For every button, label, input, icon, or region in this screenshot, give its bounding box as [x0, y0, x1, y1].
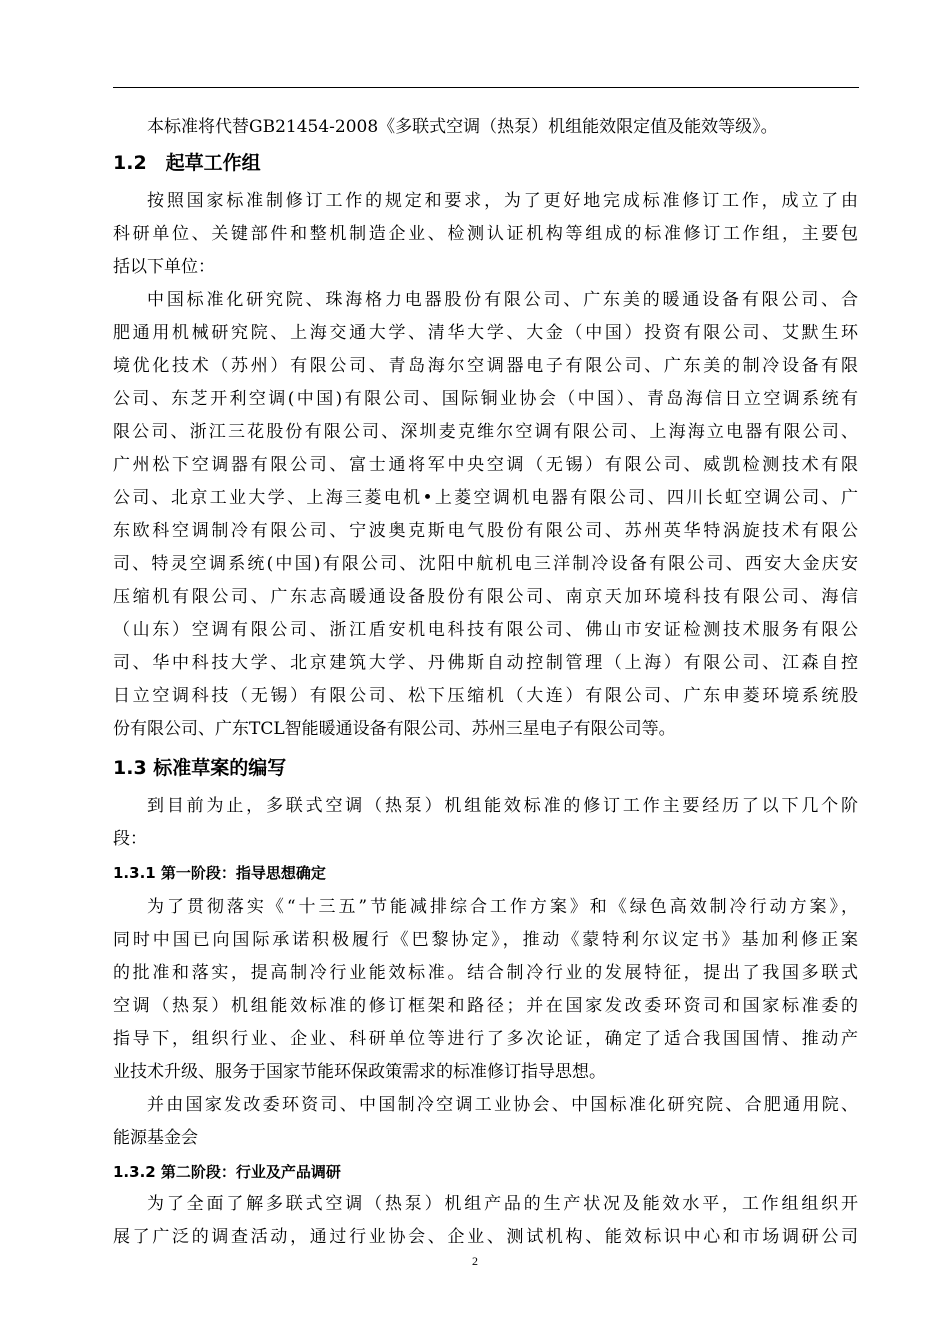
- page-number: 2: [472, 1254, 478, 1268]
- paragraph-line: 中国标准化研究院、珠海格力电器股份有限公司、广东美的暖通设备有限公司、合: [147, 290, 858, 310]
- paragraph-line: 展了广泛的调查活动，通过行业协会、企业、测试机构、能效标识中心和市场调研公司: [113, 1227, 858, 1247]
- paragraph-line: 为了贯彻落实《“十三五”节能减排综合工作方案》和《绿色高效制冷行动方案》，: [147, 897, 858, 917]
- paragraph-line: 空调（热泵）机组能效标准的修订框架和路径；并在国家发改委环资司和国家标准委的: [113, 996, 858, 1016]
- paragraph-line: 按照国家标准制修订工作的规定和要求，为了更好地完成标准修订工作，成立了由: [147, 191, 858, 211]
- paragraph-line: 并由国家发改委环资司、中国制冷空调工业协会、中国标准化研究院、合肥通用院、: [147, 1095, 858, 1115]
- paragraph-line: 司、特灵空调系统(中国)有限公司、沈阳中航机电三洋制冷设备有限公司、西安大金庆安: [113, 554, 858, 574]
- paragraph-line: 日立空调科技（无锡）有限公司、松下压缩机（大连）有限公司、广东申菱环境系统股: [113, 686, 858, 706]
- paragraph-line: 指导下，组织行业、企业、科研单位等进行了多次论证，确定了适合我国国情、推动产: [113, 1029, 858, 1049]
- paragraph-line: 括以下单位：: [113, 257, 215, 277]
- paragraph-line: 司、华中科技大学、北京建筑大学、丹佛斯自动控制管理（上海）有限公司、江森自控: [113, 653, 858, 673]
- paragraph-line: 科研单位、关键部件和整机制造企业、检测认证机构等组成的标准修订工作组，主要包: [113, 224, 858, 244]
- paragraph-line: 本标准将代替GB21454-2008《多联式空调（热泵）机组能效限定值及能效等级》。: [147, 117, 778, 137]
- paragraph-line: 业技术升级、服务于国家节能环保政策需求的标准修订指导思想。: [113, 1062, 606, 1082]
- section-heading: 1.3 标准草案的编写: [113, 757, 287, 779]
- paragraph-line: 到目前为止，多联式空调（热泵）机组能效标准的修订工作主要经历了以下几个阶: [147, 796, 858, 816]
- subsection-heading: 1.3.1 第一阶段：指导思想确定: [113, 864, 326, 882]
- paragraph-line: 公司、北京工业大学、上海三菱电机•上菱空调机电器有限公司、四川长虹空调公司、广: [113, 488, 858, 508]
- paragraph-line: 肥通用机械研究院、上海交通大学、清华大学、大金（中国）投资有限公司、艾默生环: [113, 323, 858, 343]
- paragraph-line: （山东）空调有限公司、浙江盾安机电科技有限公司、佛山市安证检测技术服务有限公: [113, 620, 858, 640]
- subsection-heading: 1.3.2 第二阶段：行业及产品调研: [113, 1163, 341, 1181]
- paragraph-line: 份有限公司、广东TCL智能暖通设备有限公司、苏州三星电子有限公司等。: [113, 719, 676, 739]
- paragraph-line: 广州松下空调器有限公司、富士通将军中央空调（无锡）有限公司、威凯检测技术有限: [113, 455, 858, 475]
- section-heading: 1.2 起草工作组: [113, 152, 261, 174]
- paragraph-line: 能源基金会: [113, 1128, 198, 1148]
- paragraph-line: 东欧科空调制冷有限公司、宁波奥克斯电气股份有限公司、苏州英华特涡旋技术有限公: [113, 521, 858, 541]
- header-rule: [113, 87, 859, 88]
- paragraph-line: 为了全面了解多联式空调（热泵）机组产品的生产状况及能效水平，工作组组织开: [147, 1194, 858, 1214]
- paragraph-line: 压缩机有限公司、广东志高暖通设备股份有限公司、南京天加环境科技有限公司、海信: [113, 587, 858, 607]
- paragraph-line: 公司、东芝开利空调(中国)有限公司、国际铜业协会（中国）、青岛海信日立空调系统有: [113, 389, 858, 409]
- paragraph-line: 限公司、浙江三花股份有限公司、深圳麦克维尔空调有限公司、上海海立电器有限公司、: [113, 422, 858, 442]
- paragraph-line: 境优化技术（苏州）有限公司、青岛海尔空调器电子有限公司、广东美的制冷设备有限: [113, 356, 858, 376]
- paragraph-line: 段：: [113, 829, 147, 849]
- paragraph-line: 同时中国已向国际承诺积极履行《巴黎协定》，推动《蒙特利尔议定书》基加利修正案: [113, 930, 858, 950]
- paragraph-line: 的批准和落实，提高制冷行业能效标准。结合制冷行业的发展特征，提出了我国多联式: [113, 963, 858, 983]
